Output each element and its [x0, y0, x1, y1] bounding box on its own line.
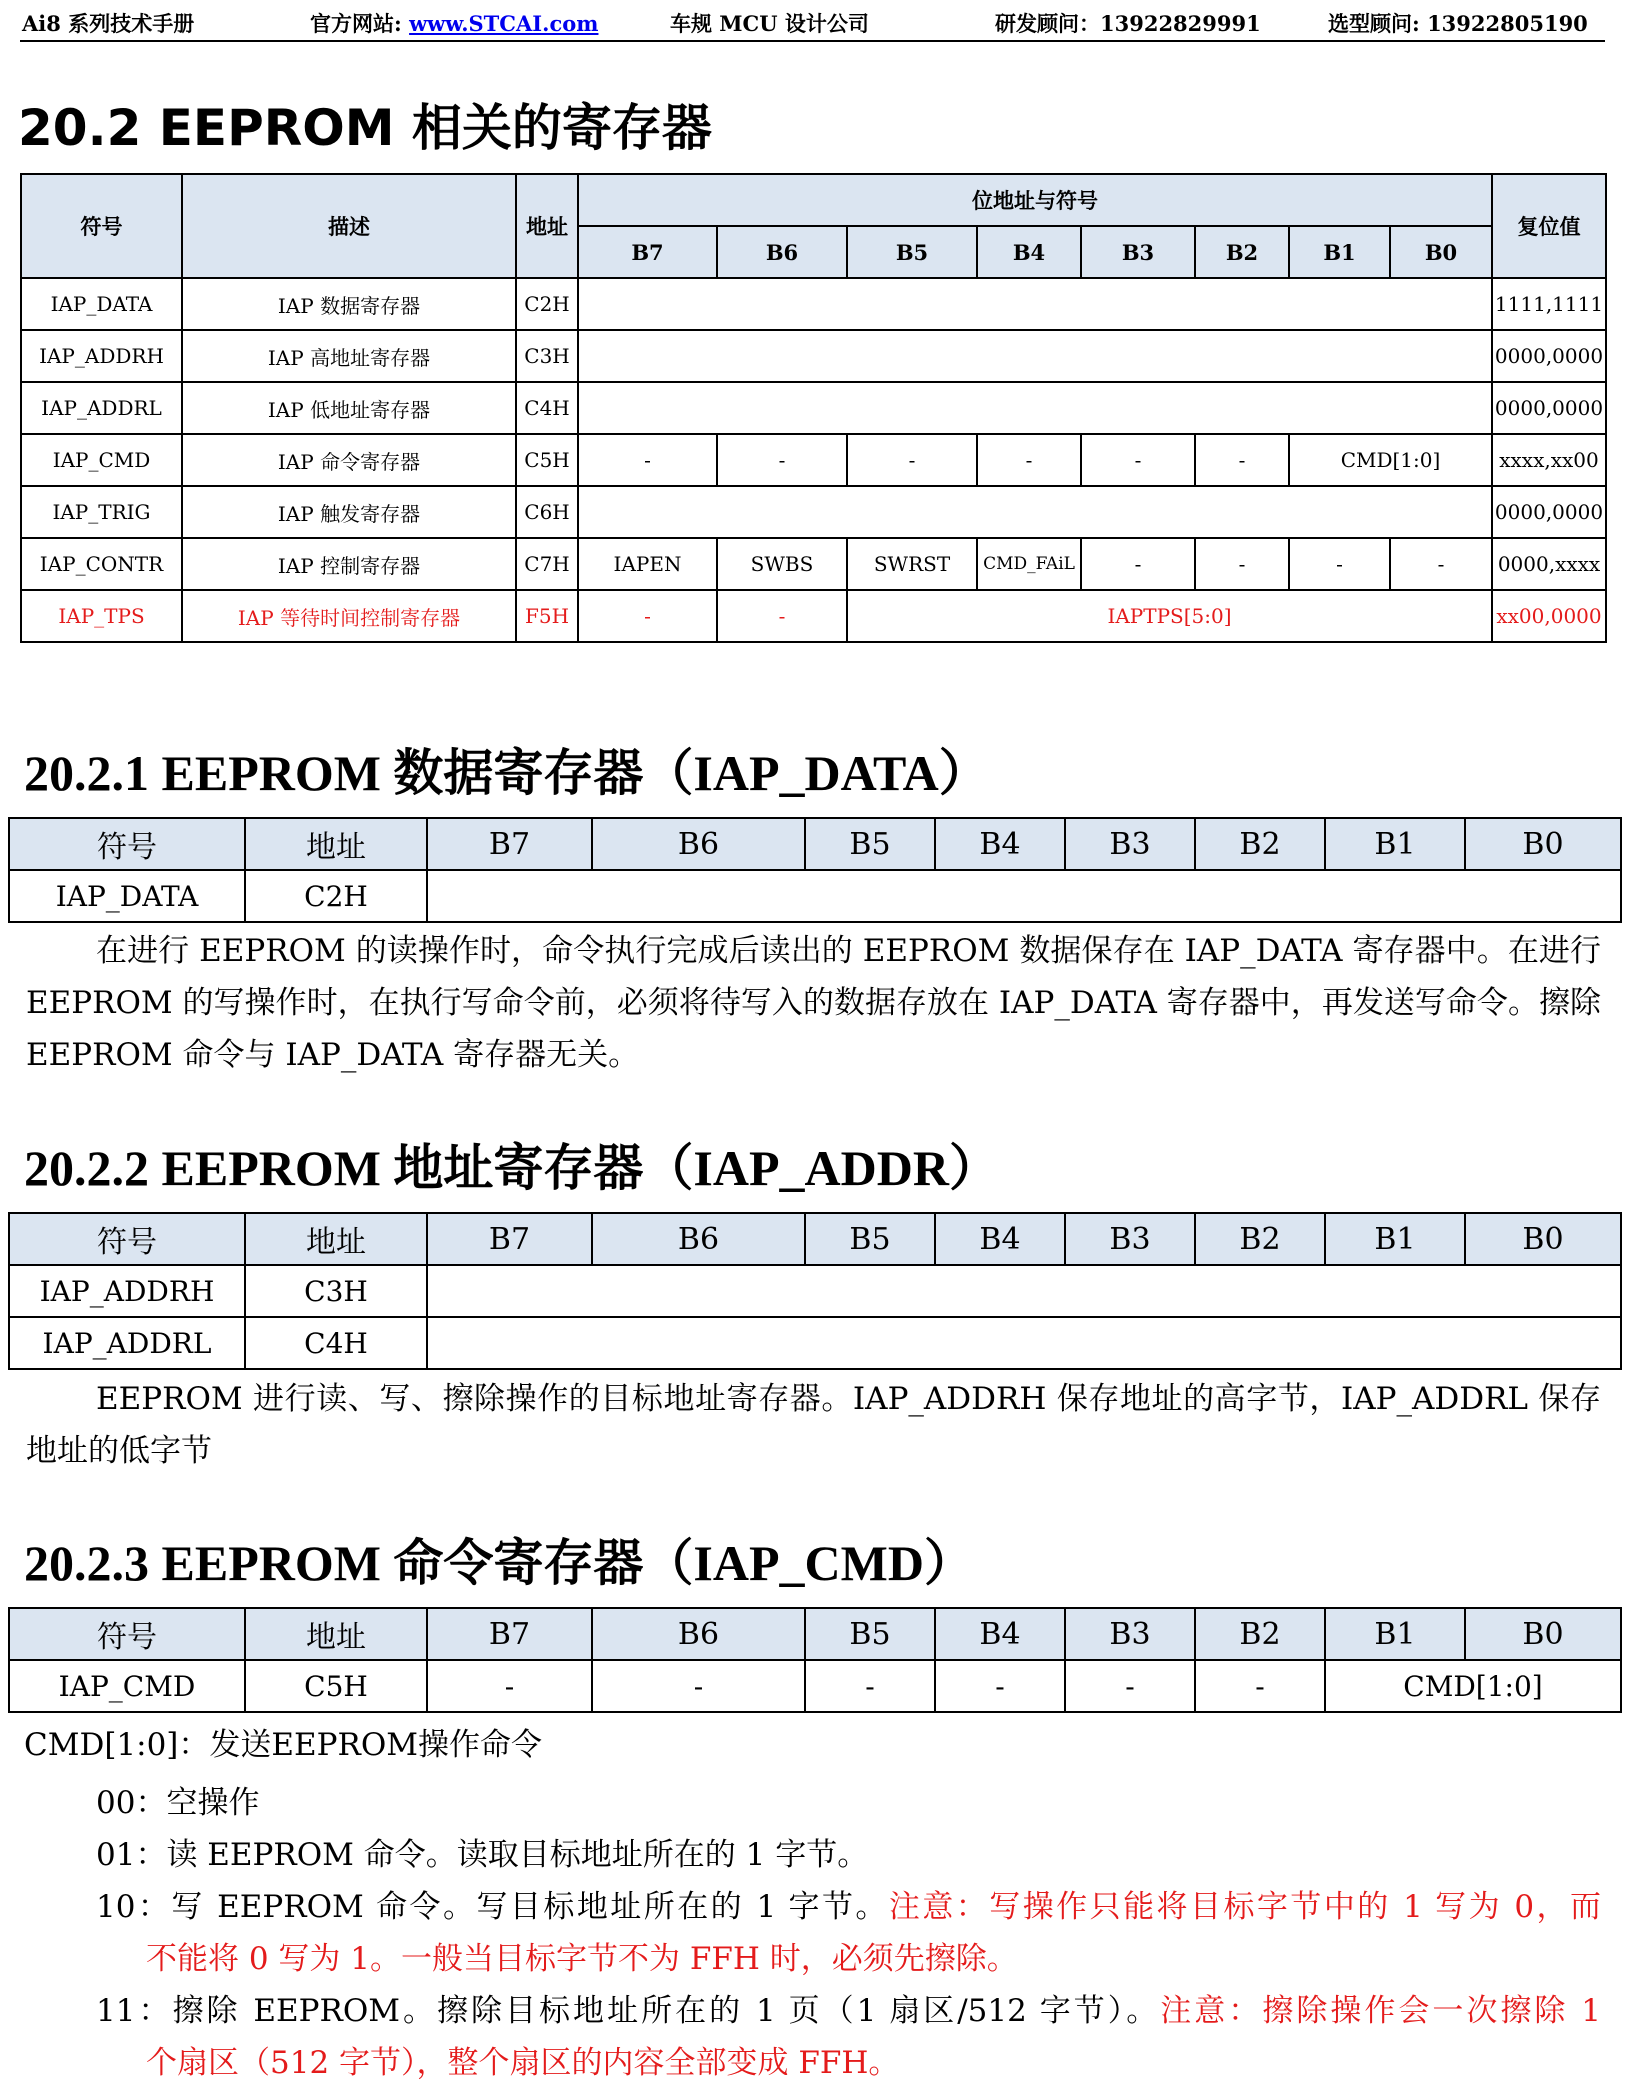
table-row — [21, 486, 1606, 538]
bit-header: B3 — [1065, 818, 1195, 870]
bit-table-header — [9, 818, 1621, 870]
reg-bit: - — [717, 590, 847, 642]
cmd-item-00: 00：空操作 — [96, 1785, 260, 1821]
table-row — [21, 330, 1606, 382]
reg-bit: - — [1289, 538, 1390, 590]
reg-reset: 0000,0000 — [1492, 330, 1606, 382]
company-tagline: 车规 MCU 设计公司 — [670, 11, 869, 36]
table-row — [21, 434, 1606, 486]
bit-header: B3 — [1081, 226, 1195, 278]
cmd-field-description: CMD[1:0]：发送EEPROM操作命令 — [24, 1727, 543, 1763]
bit-header: B1 — [1325, 818, 1465, 870]
reg-bits-empty — [578, 382, 1492, 434]
reg-bit: - — [1195, 538, 1289, 590]
reg-symbol: IAP_CONTR — [21, 538, 182, 590]
cmd-item-11 — [96, 1985, 1601, 2037]
reg-symbol: IAP_DATA — [21, 278, 182, 330]
reg-addr: C3H — [245, 1265, 427, 1317]
reg-bit: - — [1081, 538, 1195, 590]
bit-table-header — [9, 1608, 1621, 1660]
reg-reset: 0000,0000 — [1492, 486, 1606, 538]
table-row — [21, 278, 1606, 330]
bit-header: B4 — [935, 1608, 1065, 1660]
bit-header: B5 — [805, 1213, 935, 1265]
reg-symbol: IAP_ADDRH — [21, 330, 182, 382]
reg-bit: - — [1195, 1660, 1325, 1712]
reg-addr: C7H — [516, 538, 578, 590]
reg-bit: - — [578, 590, 717, 642]
col-symbol: 符号 — [21, 174, 182, 278]
bit-header: B3 — [1065, 1608, 1195, 1660]
reg-addr: F5H — [516, 590, 578, 642]
reg-bits-empty — [427, 1317, 1621, 1369]
bit-header: B4 — [935, 1213, 1065, 1265]
reg-symbol: IAP_ADDRL — [21, 382, 182, 434]
table-row — [9, 1317, 1621, 1369]
reg-symbol: IAP_CMD — [21, 434, 182, 486]
cmd-item-10-note: 注意：写操作只能将目标字节中的 1 写为 0，而 — [888, 1889, 1601, 1925]
reg-symbol: IAP_ADDRL — [9, 1317, 245, 1369]
bit-header: B2 — [1195, 818, 1325, 870]
reg-addr: C6H — [516, 486, 578, 538]
bit-header: B0 — [1465, 818, 1621, 870]
selection-advisor: 选型顾问: 13922805190 — [1328, 11, 1588, 36]
reg-bit: - — [1081, 434, 1195, 486]
reg-reset: 0000,0000 — [1492, 382, 1606, 434]
table-row — [21, 538, 1606, 590]
bit-header: B5 — [805, 1608, 935, 1660]
bit-header: B7 — [427, 1608, 592, 1660]
bit-header: B1 — [1289, 226, 1390, 278]
col-symbol: 符号 — [9, 1608, 245, 1660]
reg-addr: C4H — [516, 382, 578, 434]
col-reset: 复位值 — [1492, 174, 1606, 278]
bit-header: B3 — [1065, 1213, 1195, 1265]
cmd-item-11-note-cont: 个扇区（512 字节），整个扇区的内容全部变成 FFH。 — [146, 2045, 900, 2081]
reg-bits-empty — [578, 278, 1492, 330]
bit-header: B4 — [935, 818, 1065, 870]
col-symbol: 符号 — [9, 818, 245, 870]
bit-header: B1 — [1325, 1213, 1465, 1265]
reg-symbol: IAP_TPS — [21, 590, 182, 642]
subsection-title-addr: 20.2.2 EEPROM 地址寄存器（IAP_ADDR） — [24, 1140, 999, 1196]
col-bits-title: 位地址与符号 — [578, 174, 1492, 226]
cmd-item-10 — [96, 1881, 1601, 1933]
reg-addr: C3H — [516, 330, 578, 382]
reg-bit: - — [427, 1660, 592, 1712]
reg-bits-empty — [427, 1265, 1621, 1317]
col-addr: 地址 — [516, 174, 578, 278]
table-row — [21, 382, 1606, 434]
reg-bits-empty — [578, 330, 1492, 382]
table-row — [21, 590, 1606, 642]
bit-header: B5 — [847, 226, 977, 278]
col-symbol: 符号 — [9, 1213, 245, 1265]
subsection-title-cmd: 20.2.3 EEPROM 命令寄存器（IAP_CMD） — [24, 1535, 974, 1591]
reg-bit: CMD_FAiL — [977, 538, 1081, 590]
bit-header: B0 — [1465, 1608, 1621, 1660]
bit-header: B7 — [578, 226, 717, 278]
col-desc: 描述 — [182, 174, 516, 278]
register-summary-table — [20, 173, 1607, 643]
rd-advisor: 研发顾问：13922829991 — [995, 11, 1261, 36]
reg-reset: xx00,0000 — [1492, 590, 1606, 642]
bit-header: B4 — [977, 226, 1081, 278]
col-addr: 地址 — [245, 1213, 427, 1265]
table-row — [9, 870, 1621, 922]
manual-title: Ai8 系列技术手册 — [22, 11, 195, 36]
bit-header: B7 — [427, 818, 592, 870]
bit-header: B6 — [592, 1608, 805, 1660]
reg-symbol: IAP_TRIG — [21, 486, 182, 538]
reg-bit: - — [805, 1660, 935, 1712]
reg-bit: - — [1390, 538, 1492, 590]
reg-symbol: IAP_ADDRH — [9, 1265, 245, 1317]
addr-register-description: EEPROM 进行读、写、擦除操作的目标地址寄存器。IAP_ADDRH 保存地址的高字节，IAP_ADDRL 保存地址的低字节 — [26, 1381, 1601, 1469]
reg-addr: C2H — [516, 278, 578, 330]
summary-header-row — [21, 174, 1606, 226]
reg-desc: IAP 控制寄存器 — [182, 538, 516, 590]
reg-reset: 1111,1111 — [1492, 278, 1606, 330]
reg-field: CMD[1:0] — [1289, 434, 1492, 486]
reg-bit: - — [592, 1660, 805, 1712]
iap-data-bit-table — [8, 817, 1622, 923]
reg-desc: IAP 数据寄存器 — [182, 278, 516, 330]
reg-field: IAPTPS[5:0] — [847, 590, 1492, 642]
cmd-item-10-text: 10：写 EEPROM 命令。写目标地址所在的 1 字节。 — [96, 1889, 889, 1925]
reg-symbol: IAP_CMD — [9, 1660, 245, 1712]
reg-bits-empty — [427, 870, 1621, 922]
col-addr: 地址 — [245, 818, 427, 870]
table-row — [9, 1660, 1621, 1712]
site-info — [310, 8, 598, 38]
reg-desc: IAP 高地址寄存器 — [182, 330, 516, 382]
bit-header: B1 — [1325, 1608, 1465, 1660]
reg-field: CMD[1:0] — [1325, 1660, 1621, 1712]
reg-bit: - — [1195, 434, 1289, 486]
bit-header: B5 — [805, 818, 935, 870]
reg-addr: C4H — [245, 1317, 427, 1369]
reg-bit: SWRST — [847, 538, 977, 590]
reg-bit: - — [935, 1660, 1065, 1712]
reg-bit: - — [977, 434, 1081, 486]
site-label: 官方网站: — [310, 11, 410, 36]
cmd-item-01: 01：读 EEPROM 命令。读取目标地址所在的 1 字节。 — [96, 1837, 869, 1873]
iap-cmd-bit-table — [8, 1607, 1622, 1713]
reg-addr: C5H — [245, 1660, 427, 1712]
subsection-title-data: 20.2.1 EEPROM 数据寄存器（IAP_DATA） — [24, 745, 989, 801]
col-addr: 地址 — [245, 1608, 427, 1660]
cmd-item-11-note: 注意：擦除操作会一次擦除 1 — [1160, 1993, 1602, 2029]
reg-addr: C5H — [516, 434, 578, 486]
bit-header: B6 — [592, 818, 805, 870]
section-title: 20.2 EEPROM 相关的寄存器 — [18, 99, 712, 157]
reg-addr: C2H — [245, 870, 427, 922]
reg-desc: IAP 触发寄存器 — [182, 486, 516, 538]
reg-desc: IAP 低地址寄存器 — [182, 382, 516, 434]
bit-header: B2 — [1195, 1608, 1325, 1660]
bit-table-header — [9, 1213, 1621, 1265]
site-link[interactable]: www.STCAI.com — [409, 11, 599, 36]
bit-header: B6 — [717, 226, 847, 278]
reg-reset: 0000,xxxx — [1492, 538, 1606, 590]
bit-header: B2 — [1195, 226, 1289, 278]
reg-reset: xxxx,xx00 — [1492, 434, 1606, 486]
data-register-description: 在进行 EEPROM 的读操作时，命令执行完成后读出的 EEPROM 数据保存在 IAP_DATA 寄存器中。在进行 EEPROM 的写操作时，在执行写命令前，必须将待写入的数据存放在 IAP_DATA 寄存器中，再发送写命令。擦除 EEPROM 命令与 IAP_DATA 寄存器无关。 — [26, 933, 1601, 1073]
iap-addr-bit-table — [8, 1212, 1622, 1370]
reg-bit: - — [1065, 1660, 1195, 1712]
reg-bits-empty — [578, 486, 1492, 538]
reg-bit: - — [717, 434, 847, 486]
bit-header: B0 — [1390, 226, 1492, 278]
reg-desc: IAP 等待时间控制寄存器 — [182, 590, 516, 642]
reg-bit: IAPEN — [578, 538, 717, 590]
cmd-item-10-note-cont: 不能将 0 写为 1。一般当目标字节不为 FFH 时，必须先擦除。 — [146, 1941, 1018, 1977]
bit-header: B6 — [592, 1213, 805, 1265]
cmd-item-11-text: 11：擦除 EEPROM。擦除目标地址所在的 1 页（1 扇区/512 字节）。 — [96, 1993, 1161, 2029]
reg-symbol: IAP_DATA — [9, 870, 245, 922]
reg-bit: - — [578, 434, 717, 486]
bit-header: B0 — [1465, 1213, 1621, 1265]
table-row — [9, 1265, 1621, 1317]
reg-bit: SWBS — [717, 538, 847, 590]
reg-desc: IAP 命令寄存器 — [182, 434, 516, 486]
page-header — [20, 0, 1605, 42]
reg-bit: - — [847, 434, 977, 486]
bit-header: B2 — [1195, 1213, 1325, 1265]
bit-header: B7 — [427, 1213, 592, 1265]
